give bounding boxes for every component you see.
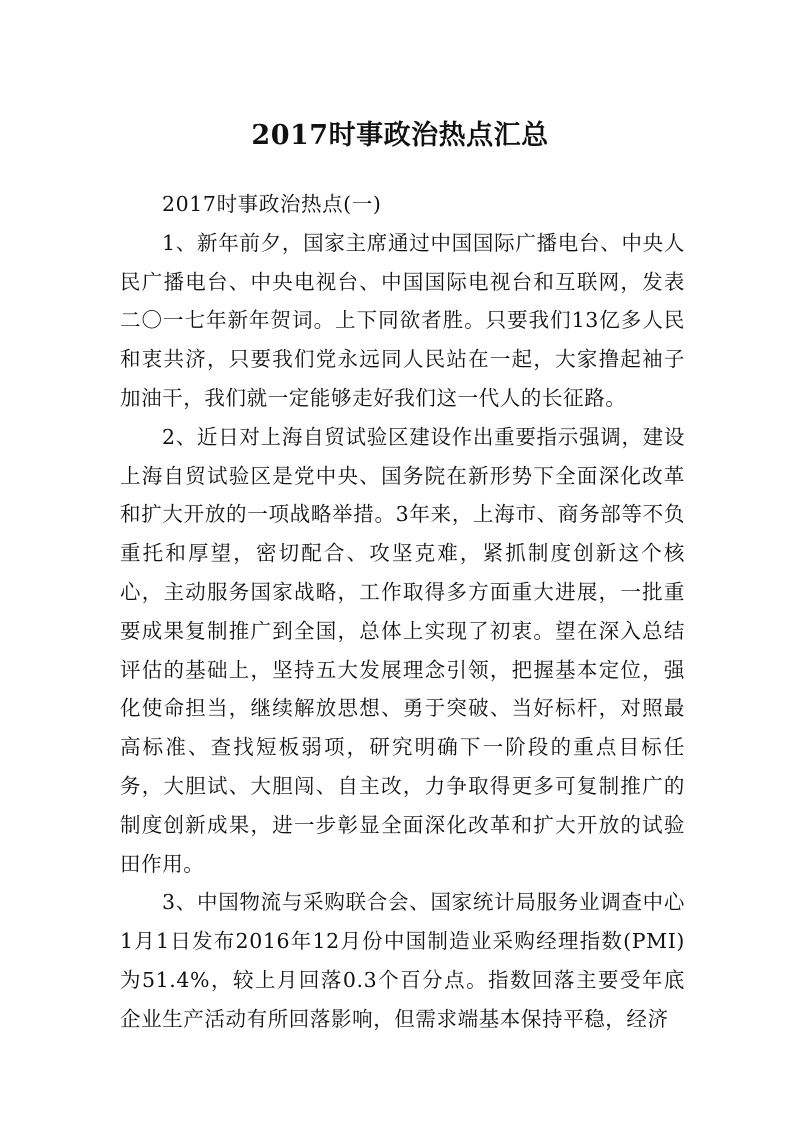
paragraph-1: 1、新年前夕，国家主席通过中国国际广播电台、中央人民广播电台、中央电视台、中国国际电视台和互联网，发表二〇一七年新年贺词。上下同欲者胜。只要我们13亿多人民和衷共济，只要我们党永远同人民站在一起，大家撸起袖子加油干，我们就一定能够走好我们这一代人的长征路。 xyxy=(120,230,685,410)
document-title: 2017时事政治热点汇总 xyxy=(251,120,549,152)
paragraph-3: 3、中国物流与采购联合会、国家统计局服务业调查中心1月1日发布2016年12月份中国制造业采购经理指数(PMI)为51.4%，较上月回落0.3个百分点。指数回落主要受年底企业生产活动有所回落影响，但需求端基本保持平稳，经济 xyxy=(120,890,685,1031)
document-body xyxy=(120,185,685,1039)
paragraph-2: 2、近日对上海自贸试验区建设作出重要指示强调，建设上海自贸试验区是党中央、国务院在新形势下全面深化改革和扩大开放的一项战略举措。3年来，上海市、商务部等不负重托和厚望，密切配合、攻坚克难，紧抓制度创新这个核心，主动服务国家战略，工作取得多方面重大进展，一批重要成果复制推广到全国，总体上实现了初衷。望在深入总结评估的基础上，坚持五大发展理念引领，把握基本定位，强化使命担当，继续解放思想、勇于突破、当好标杆，对照最高标准、查找短板弱项，研究明确下一阶段的重点目标任务，大胆试、大胆闯、自主改，力争取得更多可复制推广的制度创新成果，进一步彰显全面深化改革和扩大开放的试验田作用。 xyxy=(120,424,685,876)
section-heading: 2017时事政治热点(一) xyxy=(162,192,382,216)
